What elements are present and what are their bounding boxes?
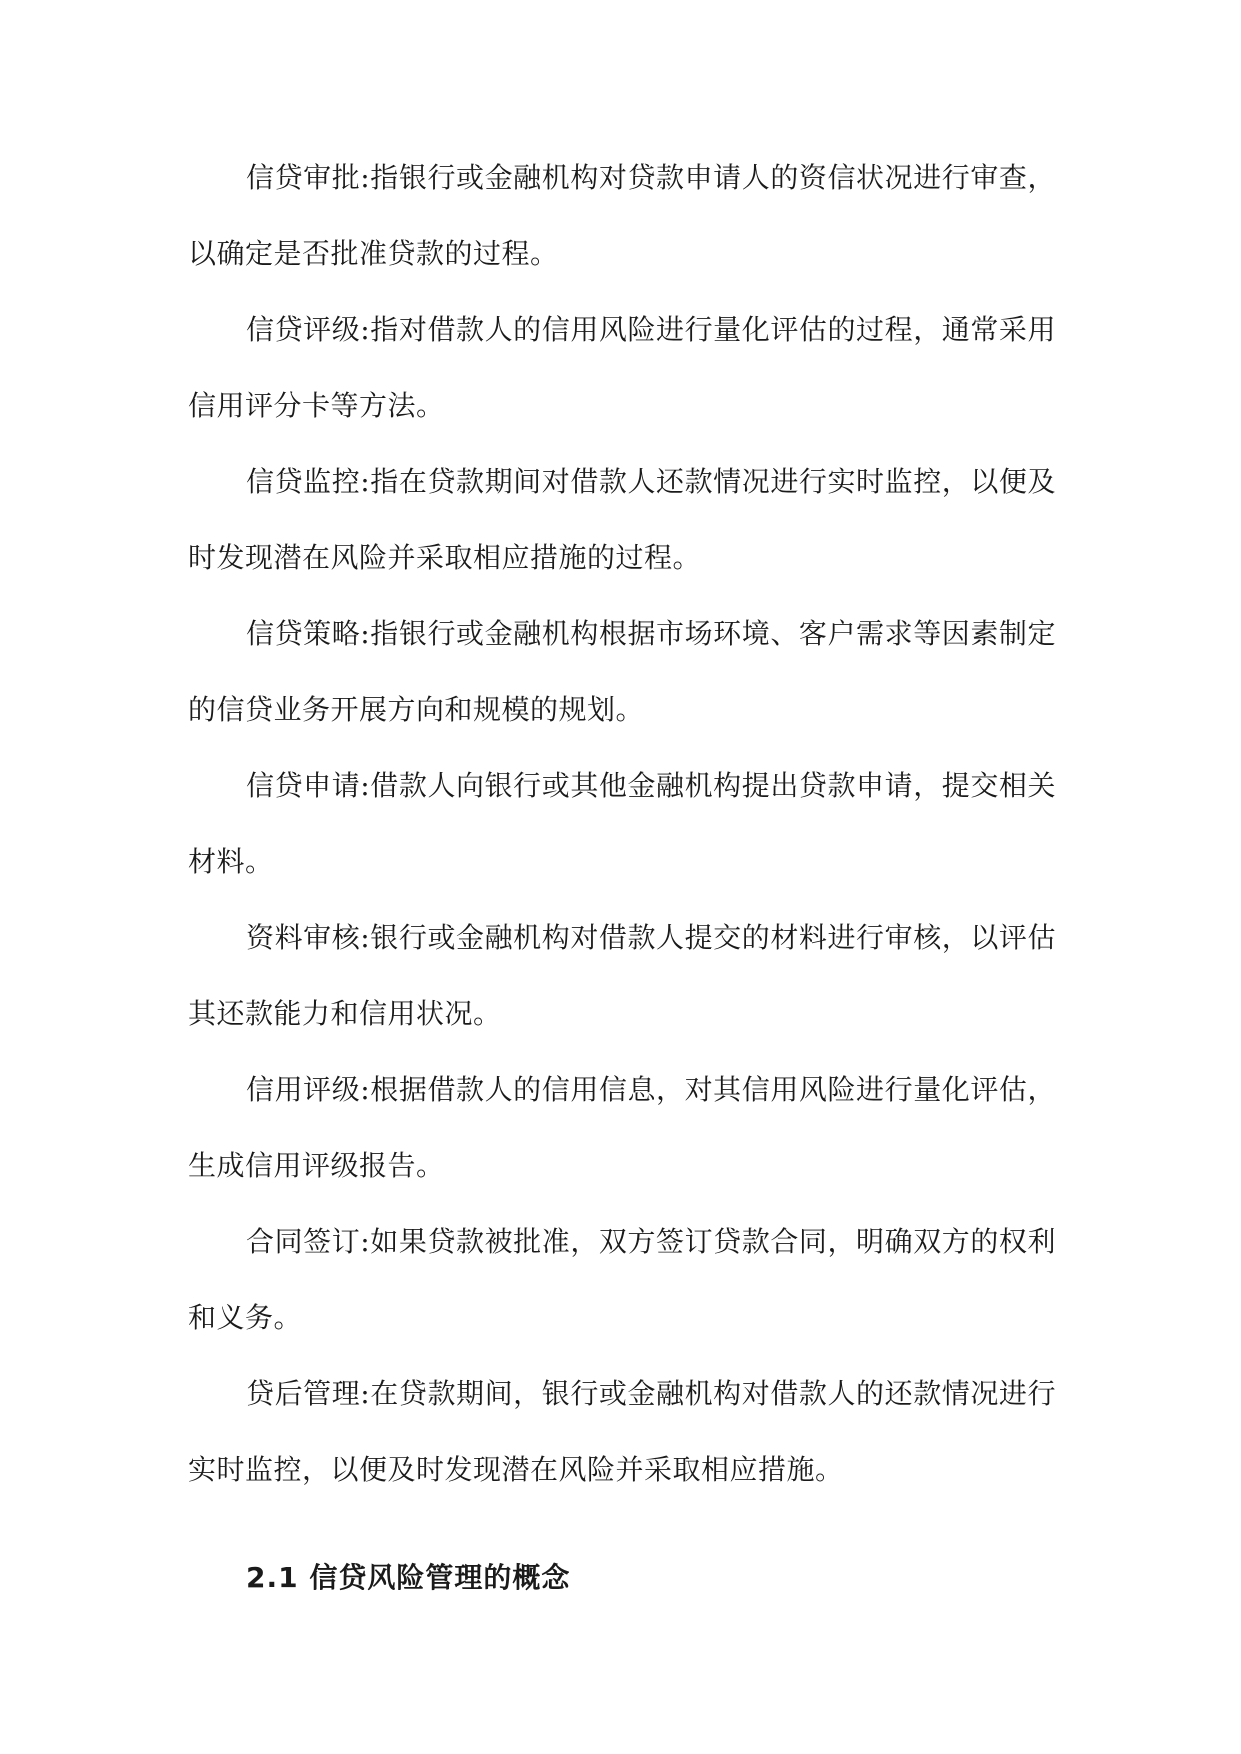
paragraph-credit-strategy [188, 596, 1056, 748]
term-label: 贷后管理: [246, 1377, 371, 1410]
term-label: 信用评级: [246, 1073, 371, 1106]
term-label: 信贷申请: [246, 769, 371, 802]
paragraph-post-loan-management [188, 1356, 1056, 1508]
term-label: 合同签订: [246, 1225, 371, 1258]
term-definition: 银行或金融机构对借款人提交的材料进行审核，以评估其还款能力和信用状况。 [188, 921, 1056, 1030]
document-body [188, 140, 1056, 1616]
paragraph-credit-rating [188, 292, 1056, 444]
term-definition: 指银行或金融机构对贷款申请人的资信状况进行审查，以确定是否批准贷款的过程。 [188, 161, 1056, 270]
term-label: 信贷评级: [246, 313, 371, 346]
paragraph-credit-application [188, 748, 1056, 900]
term-definition: 在贷款期间，银行或金融机构对借款人的还款情况进行实时监控，以便及时发现潜在风险并采取相应措施。 [188, 1377, 1056, 1486]
term-definition: 借款人向银行或其他金融机构提出贷款申请，提交相关材料。 [188, 769, 1056, 878]
paragraph-document-review [188, 900, 1056, 1052]
term-label: 信贷策略: [246, 617, 371, 650]
term-definition: 指银行或金融机构根据市场环境、客户需求等因素制定的信贷业务开展方向和规模的规划。 [188, 617, 1056, 726]
term-definition: 指在贷款期间对借款人还款情况进行实时监控，以便及时发现潜在风险并采取相应措施的过程。 [188, 465, 1056, 574]
section-heading: 2.1 信贷风险管理的概念 [246, 1561, 571, 1594]
term-definition: 根据借款人的信用信息，对其信用风险进行量化评估，生成信用评级报告。 [188, 1073, 1056, 1182]
paragraph-credit-approval [188, 140, 1056, 292]
term-label: 信贷监控: [246, 465, 371, 498]
paragraph-contract-signing [188, 1204, 1056, 1356]
term-label: 信贷审批: [246, 161, 371, 194]
paragraph-credit-grading [188, 1052, 1056, 1204]
term-definition: 指对借款人的信用风险进行量化评估的过程，通常采用信用评分卡等方法。 [188, 313, 1056, 422]
term-definition: 如果贷款被批准，双方签订贷款合同，明确双方的权利和义务。 [188, 1225, 1056, 1334]
paragraph-credit-monitoring [188, 444, 1056, 596]
term-label: 资料审核: [246, 921, 371, 954]
